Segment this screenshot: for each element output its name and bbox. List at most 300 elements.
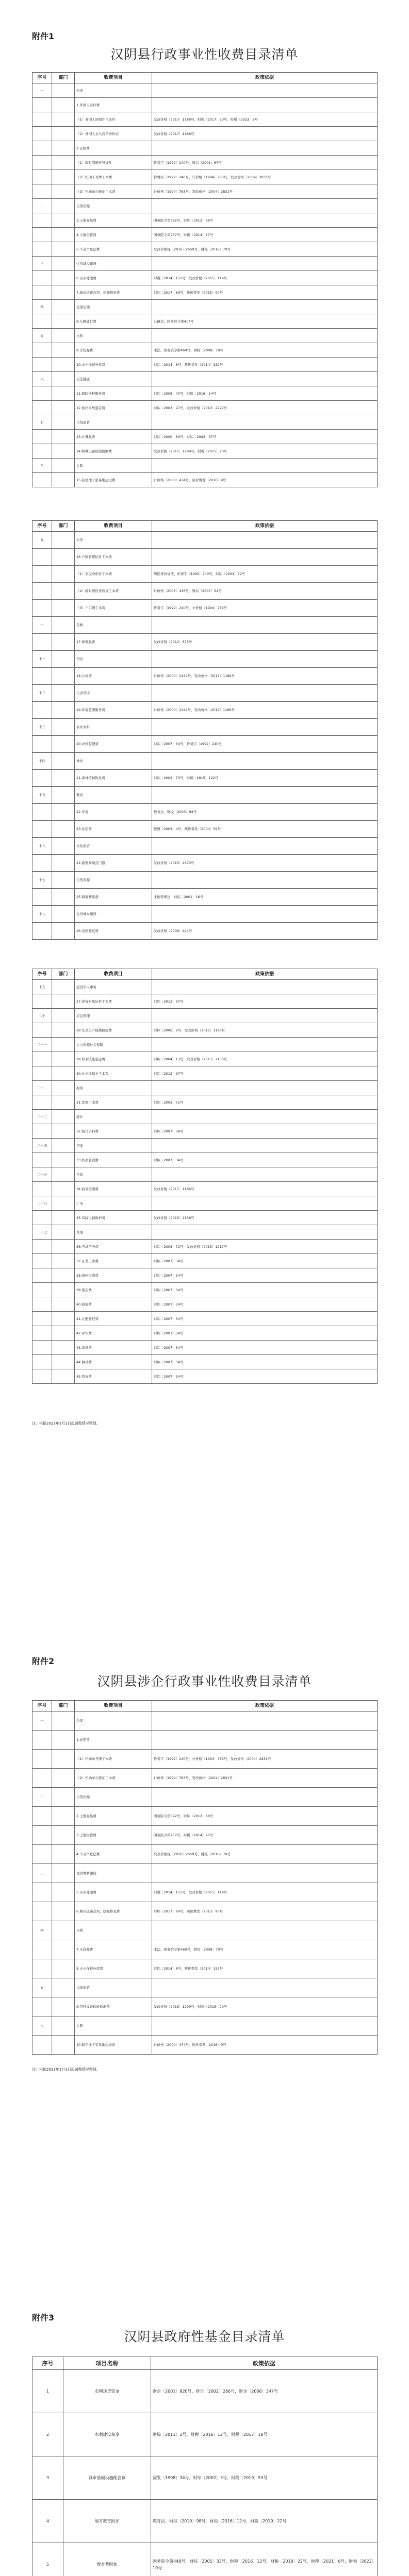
table-cell: 财综〔2004〕13号，发改价格〔2015〕2136号 xyxy=(152,1052,378,1066)
table-cell xyxy=(32,314,52,329)
table-cell xyxy=(52,1009,75,1023)
header-fee-item: 收费项目 xyxy=(75,1701,152,1711)
table-cell xyxy=(52,1182,75,1196)
table-cell xyxy=(52,271,75,285)
table-cell: （1）居民身份证工本费 xyxy=(75,566,152,583)
table-row xyxy=(32,1153,378,1167)
table-cell xyxy=(32,242,52,257)
table-cell xyxy=(52,1066,75,1081)
table-cell xyxy=(52,719,75,736)
table-cell xyxy=(32,1883,52,1902)
table-cell: 财综〔2003〕27号，发改价格〔2010〕2297号 xyxy=(152,401,378,415)
table-cell: 统计 xyxy=(75,1110,152,1124)
table-row xyxy=(32,855,378,872)
table-cell: 41.注册登记费 xyxy=(75,1312,152,1326)
table-cell xyxy=(52,1153,75,1167)
table-cell: 45.咨询费 xyxy=(75,1369,152,1384)
table-cell: 19.环境监测服务费 xyxy=(75,702,152,719)
table-row xyxy=(32,651,378,668)
table-cell: 财综〔2007〕34号 xyxy=(152,1369,378,1384)
table-cell xyxy=(52,1940,75,1959)
table-row xyxy=(32,242,378,257)
table-cell xyxy=(32,1153,52,1167)
table-cell xyxy=(152,98,378,112)
table-cell: 8.车辆通行费 xyxy=(75,314,152,329)
table-cell xyxy=(32,1268,52,1283)
table-row xyxy=(32,141,378,156)
table-cell: 财综〔2002〕73号，财税〔2015〕122号 xyxy=(152,770,378,787)
table-cell xyxy=(32,1326,52,1341)
table-cell: 财综〔2011〕2号，财税〔2016〕12号，财税〔2017〕18号 xyxy=(151,2413,378,2456)
table-cell: 公安 xyxy=(75,83,152,98)
table-cell: 18.公证费 xyxy=(75,668,152,685)
table-row xyxy=(32,98,378,112)
table-row xyxy=(32,2370,378,2413)
table-cell: 六 xyxy=(32,2016,52,2036)
table-cell: 公路法，国务院令第417号 xyxy=(152,314,378,329)
table-cell xyxy=(32,285,52,300)
table-cell xyxy=(52,1225,75,1240)
table-cell: 交通运输 xyxy=(75,300,152,314)
table-cell: 退役军人事务 xyxy=(75,980,152,994)
table-row xyxy=(32,300,378,314)
header-index: 序号 xyxy=(32,1701,52,1711)
table-cell xyxy=(52,314,75,329)
table-cell xyxy=(152,1167,378,1182)
table-cell: 民政 xyxy=(75,617,152,634)
table-cell xyxy=(52,372,75,386)
table-row xyxy=(32,430,378,444)
table-cell: 38.资格审查费 xyxy=(75,1268,152,1283)
table-row xyxy=(32,617,378,634)
table-cell: 十五 xyxy=(32,787,52,804)
table-cell: 一 xyxy=(32,1711,52,1731)
table-cell xyxy=(52,141,75,156)
table-cell xyxy=(152,141,378,156)
table-cell xyxy=(52,600,75,617)
table-row xyxy=(32,2500,378,2543)
table-cell: 23.住宿费 xyxy=(75,821,152,838)
table-row xyxy=(32,199,378,213)
table-cell xyxy=(32,1959,52,1978)
table-cell: 十七 xyxy=(32,872,52,889)
table-cell xyxy=(32,549,52,566)
table-cell xyxy=(32,668,52,685)
header-policy-basis: 政策依据 xyxy=(152,73,378,83)
header-department: 部门 xyxy=(52,521,75,532)
table-cell: 水法，国务院令第460号，财综〔2008〕79号 xyxy=(152,1940,378,1959)
table-cell xyxy=(52,1052,75,1066)
table-row xyxy=(32,1731,378,1750)
table-cell xyxy=(52,1283,75,1297)
table-cell xyxy=(32,634,52,651)
table-cell: 九 xyxy=(32,532,52,549)
table-cell xyxy=(152,1081,378,1095)
table-cell: 财综〔2007〕34号 xyxy=(152,1124,378,1139)
table-row xyxy=(32,473,378,487)
header-policy-basis: 政策依据 xyxy=(152,969,378,980)
table-row xyxy=(32,753,378,770)
table-cell xyxy=(52,1807,75,1826)
table-cell: 发改价格〔2017〕1186号 xyxy=(152,1182,378,1196)
table-row xyxy=(32,549,378,566)
table-cell xyxy=(32,358,52,372)
table-cell: 公安 xyxy=(75,1711,152,1731)
table-cell xyxy=(52,889,75,906)
table-cell: 教育法，财综〔2003〕94号 xyxy=(152,804,378,821)
table-row xyxy=(32,1788,378,1807)
table-row xyxy=(32,1268,378,1283)
table-cell: 五 xyxy=(32,329,52,343)
fee-table-continued xyxy=(32,520,378,940)
table-cell xyxy=(52,1355,75,1369)
table-cell xyxy=(32,386,52,401)
table-cell: 财综〔2007〕34号 xyxy=(152,1268,378,1283)
table-cell xyxy=(32,1769,52,1788)
table-row xyxy=(32,271,378,285)
table-cell xyxy=(32,1240,52,1254)
table-cell: 居民身份证法，价费字〔1992〕240号，财综〔2003〕72号 xyxy=(152,566,378,583)
table-cell xyxy=(152,719,378,736)
table-cell: 3.土地复垦费 xyxy=(75,213,152,228)
table-cell xyxy=(152,838,378,855)
table-cell: 二十七 xyxy=(32,1225,52,1240)
table-cell: 21.森林植被恢复费 xyxy=(75,770,152,787)
table-cell: 国务院令第592号，财综〔2012〕68号 xyxy=(152,213,378,228)
table-cell xyxy=(52,1769,75,1788)
table-cell xyxy=(152,257,378,271)
table-cell xyxy=(152,199,378,213)
table-row xyxy=(32,1225,378,1240)
table-cell: 二 xyxy=(32,1788,52,1807)
table-cell: 自然资源 xyxy=(75,872,152,889)
table-cell xyxy=(52,1921,75,1940)
table-cell xyxy=(32,770,52,787)
table-row xyxy=(32,1921,378,1940)
table-cell: 水利 xyxy=(75,329,152,343)
table-row xyxy=(32,459,378,473)
table-row xyxy=(32,838,378,855)
table-cell: 十二 xyxy=(32,685,52,702)
table-cell: 计价格〔2000〕1349号，发改价格〔2017〕1186号 xyxy=(152,702,378,719)
table-cell: 20.农机监理费 xyxy=(75,736,152,753)
table-cell: 二十二 xyxy=(32,1081,52,1095)
header-index: 序号 xyxy=(32,2357,63,2370)
table-cell: 人力资源社会保障 xyxy=(75,1038,152,1052)
table-cell xyxy=(32,855,52,872)
table-cell: 财综〔2003〕72号 xyxy=(152,1095,378,1110)
table-cell: 水利 xyxy=(75,1921,152,1940)
table-cell xyxy=(32,583,52,600)
table-row xyxy=(32,889,378,906)
table-cell: 43.培训费 xyxy=(75,1341,152,1355)
table-cell: 价费字〔1992〕240号，计价格〔1994〕783号 xyxy=(152,600,378,617)
table-cell xyxy=(52,1902,75,1921)
table-row xyxy=(32,994,378,1009)
table-cell: 28.安全生产检测检验费 xyxy=(75,1023,152,1038)
table-row xyxy=(32,583,378,600)
table-cell xyxy=(52,184,75,199)
table-cell: 国务院令第448号，财综〔2005〕33号，财税〔2016〕12号，财税〔2019〕22号，财税〔2021〕6号，财税〔2022〕10号 xyxy=(151,2543,378,2576)
table-cell: 财综〔2008〕47号，财税〔2016〕14号 xyxy=(152,386,378,401)
table-cell: 财综〔2007〕34号 xyxy=(152,1297,378,1312)
table-cell xyxy=(52,285,75,300)
table-cell: 计价格〔1994〕783号，发改价格〔2004〕2831号 xyxy=(152,184,378,199)
table-cell xyxy=(52,1369,75,1384)
table-cell: 城市基础设施配套费 xyxy=(63,2456,151,2500)
table-cell xyxy=(52,1023,75,1038)
document-title: 汉阴县行政事业性收费目录清单 xyxy=(110,47,299,62)
table-cell: 财综〔2007〕34号 xyxy=(152,1355,378,1369)
table-cell: 7.水资源费 xyxy=(75,1940,152,1959)
table-cell xyxy=(52,821,75,838)
table-row xyxy=(32,532,378,549)
table-cell xyxy=(32,184,52,199)
table-cell: （2）机动车行驶证工本费 xyxy=(75,1769,152,1788)
table-row xyxy=(32,2036,378,2055)
table-cell xyxy=(52,906,75,923)
table-row xyxy=(32,2543,378,2576)
table-row xyxy=(32,1283,378,1297)
table-cell: 三 xyxy=(32,1864,52,1883)
table-cell xyxy=(152,1196,378,1211)
table-cell xyxy=(52,804,75,821)
table-row xyxy=(32,1940,378,1959)
table-cell xyxy=(32,170,52,184)
table-cell: 司法 xyxy=(75,651,152,668)
table-cell: 人防 xyxy=(75,2016,152,2036)
table-cell: 价费字〔1992〕240号，财综〔2001〕67号 xyxy=(152,156,378,170)
table-row xyxy=(32,170,378,184)
table-row xyxy=(32,1750,378,1769)
table-cell: 其他 xyxy=(75,1225,152,1240)
table-cell: 国务院令第592号，财综〔2012〕68号 xyxy=(152,1807,378,1826)
table-cell: 农业农村 xyxy=(75,719,152,736)
table-cell: 4.不动产登记费 xyxy=(75,1845,152,1864)
table-cell xyxy=(52,923,75,940)
table-cell: 财综〔2014〕8号，陕价费发〔2014〕132号 xyxy=(152,1959,378,1978)
table-row xyxy=(32,685,378,702)
header-department: 部门 xyxy=(52,73,75,83)
table-cell: 2.土地复垦费 xyxy=(75,1807,152,1826)
table-cell xyxy=(52,855,75,872)
table-cell xyxy=(52,415,75,430)
table-row xyxy=(32,980,378,994)
table-cell xyxy=(152,532,378,549)
table-cell: 12.医疗事故鉴定费 xyxy=(75,401,152,415)
table-row xyxy=(32,1297,378,1312)
table-cell xyxy=(52,213,75,228)
table-cell: 自然资源 xyxy=(75,1788,152,1807)
table-cell xyxy=(32,444,52,459)
table-cell: 计价格〔2000〕474号，陕价费发〔2016〕9号 xyxy=(152,473,378,487)
header-fee-item: 收费项目 xyxy=(75,521,152,532)
table-cell: 1.外国人证件费 xyxy=(75,98,152,112)
table-cell xyxy=(52,1240,75,1254)
table-row xyxy=(32,1355,378,1369)
header-policy-basis: 政策依据 xyxy=(152,521,378,532)
table-row xyxy=(32,872,378,889)
table-cell xyxy=(52,994,75,1009)
table-cell xyxy=(52,329,75,343)
table-cell xyxy=(32,1731,52,1750)
table-cell: 29.职业技能鉴定费 xyxy=(75,1052,152,1066)
table-cell: 地方教育附加 xyxy=(63,2500,151,2543)
table-row xyxy=(32,1883,378,1902)
table-cell xyxy=(32,1124,52,1139)
table-cell xyxy=(152,415,378,430)
table-cell: 财综〔2007〕34号 xyxy=(152,1326,378,1341)
table-cell xyxy=(52,1312,75,1326)
table-cell: 价费字〔1992〕240号，计价格〔1994〕783号，发改价格〔2004〕2831号 xyxy=(152,170,378,184)
table-cell: 财税〔2014〕151号，发改价格〔2015〕119号 xyxy=(152,1883,378,1902)
table-row xyxy=(32,1052,378,1066)
table-cell xyxy=(152,1009,378,1023)
table-row xyxy=(32,1240,378,1254)
table-cell: 土地管理法，财综〔2001〕16号 xyxy=(152,889,378,906)
table-cell xyxy=(152,753,378,770)
table-row xyxy=(32,314,378,329)
table-cell: 3 xyxy=(32,2456,63,2500)
table-cell xyxy=(52,1139,75,1153)
table-cell: 七 xyxy=(32,415,52,430)
table-cell: 35.有线电视维护费 xyxy=(75,1211,152,1225)
table-cell xyxy=(52,872,75,889)
table-cell xyxy=(32,1845,52,1864)
table-cell xyxy=(32,923,52,940)
table-cell: （3）机动车行驶证工本费 xyxy=(75,184,152,199)
table-cell: 4 xyxy=(32,2500,63,2543)
table-cell xyxy=(52,1326,75,1341)
table-cell xyxy=(32,736,52,753)
table-cell xyxy=(52,753,75,770)
table-cell xyxy=(32,127,52,141)
table-row xyxy=(32,1167,378,1182)
table-cell: 11.预防接种服务费 xyxy=(75,386,152,401)
table-cell: 发改价格〔2015〕1299号，财税〔2015〕20号 xyxy=(152,444,378,459)
table-cell: 发改价格〔2015〕1299号，财税〔2015〕20号 xyxy=(152,1997,378,2016)
table-cell: 2 xyxy=(32,2413,63,2456)
table-cell xyxy=(152,2016,378,2036)
table-cell xyxy=(52,228,75,242)
table-cell: 9.水资源费 xyxy=(75,343,152,358)
table-cell: 24.游览参观点门票 xyxy=(75,855,152,872)
document-title: 汉阴县涉企行政事业性收费目录清单 xyxy=(97,1674,312,1689)
table-cell xyxy=(152,459,378,473)
table-cell xyxy=(52,156,75,170)
table-cell: 17.殡葬收费 xyxy=(75,634,152,651)
table-row xyxy=(32,2413,378,2456)
table-row xyxy=(32,600,378,617)
table-row xyxy=(32,213,378,228)
table-cell: 发改价格〔2012〕673号 xyxy=(152,634,378,651)
table-row xyxy=(32,1997,378,2016)
table-cell xyxy=(52,1883,75,1902)
table-cell xyxy=(52,242,75,257)
table-cell xyxy=(52,2016,75,2036)
table-cell: 8.水土保持补偿费 xyxy=(75,1959,152,1978)
table-cell: 25.耕地开垦费 xyxy=(75,889,152,906)
table-cell xyxy=(32,213,52,228)
table-cell: 10.防空地下室易地建设费 xyxy=(75,2036,152,2055)
table-cell: 发改价格〔2017〕1186号，财税〔2017〕20号，财税〔2023〕8号 xyxy=(152,112,378,127)
table-cell: 卫生健康 xyxy=(75,372,152,386)
table-row xyxy=(32,668,378,685)
table-cell: 财税〔2014〕151号，发改价格〔2015〕119号 xyxy=(152,271,378,285)
table-cell xyxy=(32,1940,52,1959)
table-cell: 教育 xyxy=(75,787,152,804)
table-row xyxy=(32,285,378,300)
table-cell xyxy=(52,343,75,358)
table-row xyxy=(32,1978,378,1997)
table-cell xyxy=(32,1254,52,1268)
table-row xyxy=(32,257,378,271)
table-cell xyxy=(52,2036,75,2055)
table-cell xyxy=(52,549,75,566)
table-row xyxy=(32,1826,378,1845)
table-cell: 气象 xyxy=(75,1167,152,1182)
table-cell xyxy=(152,549,378,566)
table-cell: 十三 xyxy=(32,719,52,736)
table-cell xyxy=(52,1864,75,1883)
table-cell xyxy=(152,300,378,314)
table-row xyxy=(32,1196,378,1211)
table-cell: 发改价格〔2015〕2673号 xyxy=(152,855,378,872)
table-cell xyxy=(52,170,75,184)
table-row xyxy=(32,923,378,940)
table-cell: 1 xyxy=(32,2370,63,2413)
table-cell xyxy=(52,1711,75,1731)
table-row xyxy=(32,83,378,98)
table-row xyxy=(32,719,378,736)
table-cell: 32.统计资料费 xyxy=(75,1124,152,1139)
table-cell xyxy=(52,1959,75,1978)
table-cell xyxy=(152,1731,378,1750)
table-cell xyxy=(32,1052,52,1066)
table-cell xyxy=(32,156,52,170)
table-cell: 十四 xyxy=(32,753,52,770)
table-row xyxy=(32,787,378,804)
table-cell xyxy=(152,1110,378,1124)
table-cell xyxy=(52,1731,75,1750)
table-cell: 二十五 xyxy=(32,1167,52,1182)
table-row xyxy=(32,1023,378,1038)
table-cell xyxy=(32,1355,52,1369)
table-cell: 二十 xyxy=(32,1009,52,1023)
table-cell: 生态环境 xyxy=(75,685,152,702)
attachment-label: 附件1 xyxy=(32,31,55,41)
table-row xyxy=(32,112,378,127)
table-cell: 财综〔2012〕97号 xyxy=(152,994,378,1009)
table-cell: 八 xyxy=(32,459,52,473)
table-row xyxy=(32,821,378,838)
table-cell: 15.防空地下室易地建设费 xyxy=(75,473,152,487)
table-cell: 7.城市道路占用、挖掘修复费 xyxy=(75,285,152,300)
table-cell: 公安 xyxy=(75,532,152,549)
table-row xyxy=(32,1902,378,1921)
header-department: 部门 xyxy=(52,969,75,980)
table-cell xyxy=(52,430,75,444)
table-cell xyxy=(32,271,52,285)
table-cell xyxy=(32,821,52,838)
table-cell: 31.发票工本费 xyxy=(75,1095,152,1110)
table-row xyxy=(32,1807,378,1826)
table-cell xyxy=(32,343,52,358)
table-cell: 34.防雷检测费 xyxy=(75,1182,152,1196)
table-row xyxy=(32,372,378,386)
document-title: 汉阴县政府性基金目录清单 xyxy=(124,2329,285,2344)
table-cell xyxy=(32,1902,52,1921)
